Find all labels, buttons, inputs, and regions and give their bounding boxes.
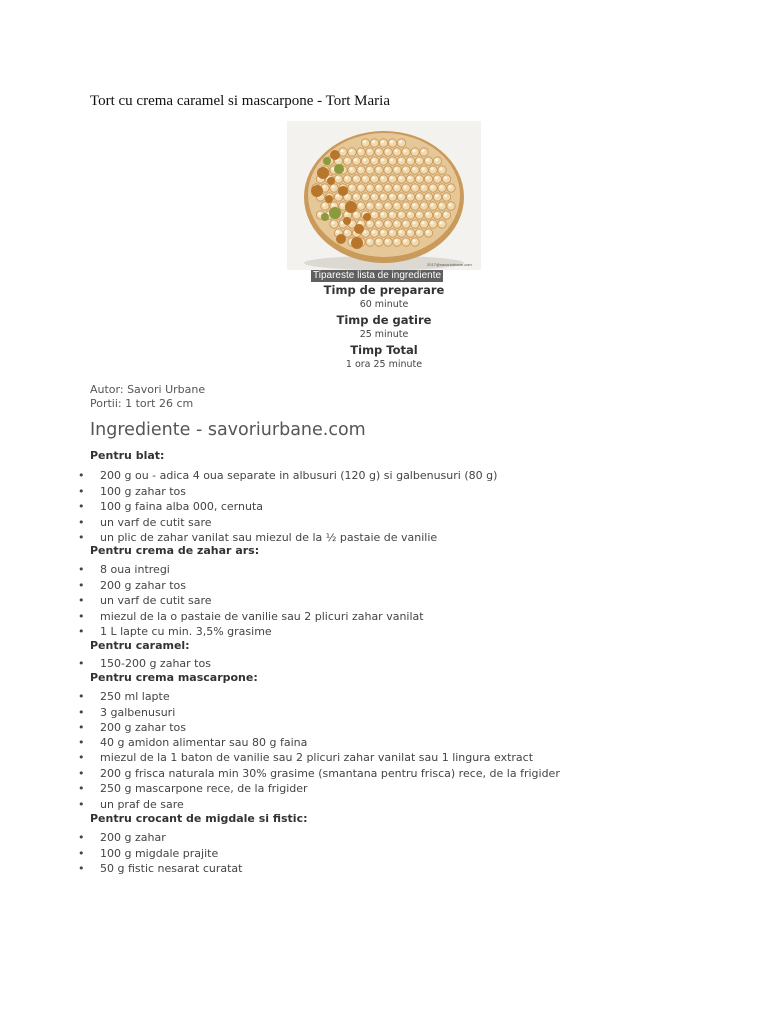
section-title-crocant: Pentru crocant de migdale si fistic:: [90, 812, 308, 825]
cream-highlight: [408, 212, 411, 215]
cream-highlight: [426, 176, 429, 179]
bullet-icon: •: [78, 847, 85, 860]
cream-highlight: [390, 176, 393, 179]
cream-highlight: [417, 176, 420, 179]
cream-highlight: [349, 167, 352, 170]
time-total-label: Timp Total: [350, 343, 418, 357]
cream-highlight: [385, 239, 388, 242]
crocant-piece: [325, 195, 333, 203]
cream-highlight: [390, 212, 393, 215]
cream-highlight: [385, 185, 388, 188]
cream-highlight: [381, 212, 384, 215]
cream-highlight: [412, 239, 415, 242]
list-item: • 3 galbenusuri: [78, 706, 176, 719]
cream-highlight: [403, 203, 406, 206]
cream-highlight: [444, 176, 447, 179]
ingredients-title: Ingrediente - savoriurbane.com: [90, 420, 366, 440]
cream-highlight: [385, 203, 388, 206]
cream-highlight: [349, 149, 352, 152]
servings: Portii: 1 tort 26 cm: [90, 397, 194, 410]
cream-highlight: [417, 212, 420, 215]
cream-highlight: [403, 221, 406, 224]
list-item: • 200 g ou - adica 4 oua separate in albusuri (120 g) si galbenusuri (80 g): [78, 469, 498, 482]
crocant-piece: [323, 157, 331, 165]
cream-highlight: [358, 149, 361, 152]
cream-highlight: [363, 194, 366, 197]
cream-highlight: [354, 194, 357, 197]
cream-highlight: [394, 239, 397, 242]
cream-highlight: [430, 185, 433, 188]
bullet-icon: •: [78, 485, 85, 498]
bullet-icon: •: [78, 657, 85, 670]
cream-highlight: [381, 230, 384, 233]
cream-highlight: [403, 167, 406, 170]
cream-highlight: [345, 230, 348, 233]
bullet-icon: •: [78, 579, 85, 592]
bullet-icon: •: [78, 625, 85, 638]
cream-highlight: [345, 212, 348, 215]
cream-highlight: [367, 239, 370, 242]
list-item: • 250 ml lapte: [78, 690, 170, 703]
cream-highlight: [412, 185, 415, 188]
bullet-icon: •: [78, 500, 85, 513]
cream-highlight: [376, 185, 379, 188]
list-item: • miezul de la 1 baton de vanilie sau 2 plicuri zahar vanilat sau 1 lingura extract: [78, 751, 534, 764]
cream-highlight: [376, 221, 379, 224]
list-item: • 40 g amidon alimentar sau 80 g faina: [78, 736, 308, 749]
cream-highlight: [331, 185, 334, 188]
bullet-icon: •: [78, 531, 85, 544]
cream-highlight: [322, 203, 325, 206]
cream-highlight: [345, 158, 348, 161]
bullet-icon: •: [78, 706, 85, 719]
cream-highlight: [439, 167, 442, 170]
cream-highlight: [430, 221, 433, 224]
crocant-piece: [336, 234, 346, 244]
cream-highlight: [399, 158, 402, 161]
cream-highlight: [336, 230, 339, 233]
crocant-piece: [330, 150, 340, 160]
section-title-crema-zahar-ars: Pentru crema de zahar ars:: [90, 544, 260, 557]
list-item: • un plic de zahar vanilat sau miezul de la ½ pastaie de vanilie: [78, 531, 438, 544]
crocant-piece: [345, 201, 357, 213]
photo-credit: 2017@savoriurbane.com: [427, 262, 472, 267]
bullet-icon: •: [78, 831, 85, 844]
list-item: • un varf de cutit sare: [78, 516, 212, 529]
list-item: • 8 oua intregi: [78, 563, 170, 576]
cream-highlight: [426, 158, 429, 161]
cream-highlight: [412, 149, 415, 152]
cream-highlight: [390, 230, 393, 233]
crocant-piece: [317, 167, 329, 179]
cream-highlight: [448, 185, 451, 188]
recipe-title: Tort cu crema caramel si mascarpone - Tort Maria: [90, 93, 390, 109]
cream-highlight: [399, 140, 402, 143]
cream-highlight: [381, 194, 384, 197]
cream-highlight: [331, 221, 334, 224]
cream-highlight: [372, 230, 375, 233]
cream-highlight: [421, 203, 424, 206]
cream-highlight: [363, 158, 366, 161]
bullet-icon: •: [78, 610, 85, 623]
cream-highlight: [435, 158, 438, 161]
cream-highlight: [336, 194, 339, 197]
cream-highlight: [363, 176, 366, 179]
cream-highlight: [367, 203, 370, 206]
crocant-piece: [338, 186, 348, 196]
cream-highlight: [399, 230, 402, 233]
crocant-piece: [329, 207, 341, 219]
cream-highlight: [322, 185, 325, 188]
cream-highlight: [408, 230, 411, 233]
crocant-piece: [321, 213, 329, 221]
time-total: [284, 343, 484, 370]
bullet-icon: •: [78, 690, 85, 703]
cream-highlight: [408, 158, 411, 161]
cream-highlight: [358, 185, 361, 188]
cream-highlight: [403, 149, 406, 152]
cream-highlight: [394, 167, 397, 170]
cream-highlight: [426, 194, 429, 197]
time-prep: [284, 283, 484, 310]
bullet-icon: •: [78, 516, 85, 529]
cream-highlight: [439, 221, 442, 224]
cream-highlight: [385, 167, 388, 170]
cream-highlight: [421, 149, 424, 152]
cream-highlight: [408, 194, 411, 197]
list-item: • 200 g zahar tos: [78, 721, 186, 734]
time-prep-label: Timp de preparare: [323, 283, 445, 297]
cream-highlight: [417, 230, 420, 233]
cream-highlight: [435, 194, 438, 197]
cream-highlight: [372, 176, 375, 179]
cream-highlight: [376, 167, 379, 170]
crocant-piece: [351, 237, 363, 249]
list-item: • 200 g frisca naturala min 30% grasime (smantana pentru frisca) rece, de la frigider: [78, 767, 560, 780]
cream-highlight: [385, 221, 388, 224]
cream-highlight: [394, 203, 397, 206]
bullet-icon: •: [78, 862, 85, 875]
cream-highlight: [372, 158, 375, 161]
cream-highlight: [354, 212, 357, 215]
section-title-caramel: Pentru caramel:: [90, 639, 190, 652]
list-item: • 200 g zahar tos: [78, 579, 186, 592]
cream-highlight: [435, 176, 438, 179]
cream-highlight: [376, 149, 379, 152]
cream-highlight: [358, 203, 361, 206]
cream-highlight: [421, 167, 424, 170]
crocant-piece: [354, 224, 364, 234]
cream-highlight: [381, 158, 384, 161]
author: Autor: Savori Urbane: [90, 383, 206, 396]
cream-highlight: [363, 140, 366, 143]
cream-highlight: [435, 212, 438, 215]
time-prep-value: 60 minute: [359, 299, 409, 310]
cream-highlight: [367, 185, 370, 188]
list-item: • un praf de sare: [78, 798, 184, 811]
time-cook: [284, 313, 484, 340]
cream-highlight: [385, 149, 388, 152]
bullet-icon: •: [78, 721, 85, 734]
cream-highlight: [412, 167, 415, 170]
cream-highlight: [381, 176, 384, 179]
list-item: • 100 g zahar tos: [78, 485, 186, 498]
cream-highlight: [367, 167, 370, 170]
cream-highlight: [399, 212, 402, 215]
cake-photo: [287, 121, 481, 270]
cream-highlight: [340, 203, 343, 206]
cream-highlight: [349, 185, 352, 188]
list-item: • 50 g fistic nesarat curatat: [78, 862, 243, 875]
cream-highlight: [358, 167, 361, 170]
cream-highlight: [403, 239, 406, 242]
cream-highlight: [399, 194, 402, 197]
cream-highlight: [439, 203, 442, 206]
time-cook-label: Timp de gatire: [336, 313, 432, 327]
crocant-piece: [334, 164, 344, 174]
cream-highlight: [358, 221, 361, 224]
bullet-icon: •: [78, 782, 85, 795]
cream-highlight: [372, 212, 375, 215]
cream-highlight: [367, 149, 370, 152]
cream-highlight: [390, 140, 393, 143]
cream-highlight: [408, 176, 411, 179]
crocant-piece: [363, 213, 371, 221]
cream-highlight: [439, 185, 442, 188]
list-item: • 250 g mascarpone rece, de la frigider: [78, 782, 308, 795]
cream-highlight: [417, 194, 420, 197]
cream-highlight: [381, 140, 384, 143]
print-ingredients-button[interactable]: Tipareste lista de ingrediente: [313, 270, 442, 281]
cream-highlight: [430, 167, 433, 170]
bullet-icon: •: [78, 469, 85, 482]
cream-highlight: [426, 230, 429, 233]
bullet-icon: •: [78, 563, 85, 576]
cream-highlight: [376, 239, 379, 242]
list-item: • 100 g migdale prajite: [78, 847, 219, 860]
crocant-piece: [327, 177, 335, 185]
cream-highlight: [372, 140, 375, 143]
cream-highlight: [394, 149, 397, 152]
cream-highlight: [390, 158, 393, 161]
cream-highlight: [448, 203, 451, 206]
cream-highlight: [376, 203, 379, 206]
cream-highlight: [372, 194, 375, 197]
cream-highlight: [412, 221, 415, 224]
cream-highlight: [426, 212, 429, 215]
section-title-blat: Pentru blat:: [90, 449, 165, 462]
cream-highlight: [394, 221, 397, 224]
list-item: • miezul de la o pastaie de vanilie sau 2 plicuri zahar vanilat: [78, 610, 424, 623]
cream-highlight: [417, 158, 420, 161]
recipe-meta: [90, 383, 205, 411]
crocant-piece: [343, 217, 351, 225]
cream-highlight: [421, 185, 424, 188]
bullet-icon: •: [78, 751, 85, 764]
cream-highlight: [444, 194, 447, 197]
section-title-crema-mascarpone: Pentru crema mascarpone:: [90, 671, 258, 684]
list-item: • 100 g faina alba 000, cernuta: [78, 500, 263, 513]
bullet-icon: •: [78, 594, 85, 607]
cream-highlight: [444, 212, 447, 215]
cream-highlight: [403, 185, 406, 188]
crocant-piece: [311, 185, 323, 197]
time-cook-value: 25 minute: [359, 329, 409, 340]
bullet-icon: •: [78, 798, 85, 811]
list-item: • 150-200 g zahar tos: [78, 657, 211, 670]
cream-highlight: [354, 176, 357, 179]
cream-highlight: [394, 185, 397, 188]
bullet-icon: •: [78, 767, 85, 780]
cream-highlight: [354, 158, 357, 161]
bullet-icon: •: [78, 736, 85, 749]
time-total-value: 1 ora 25 minute: [345, 359, 423, 370]
cream-highlight: [336, 176, 339, 179]
cream-highlight: [390, 194, 393, 197]
cream-highlight: [331, 203, 334, 206]
list-item: • 1 L lapte cu min. 3,5% grasime: [78, 625, 272, 638]
cream-highlight: [340, 149, 343, 152]
cream-highlight: [367, 221, 370, 224]
cream-highlight: [399, 176, 402, 179]
cream-highlight: [412, 203, 415, 206]
cream-highlight: [345, 176, 348, 179]
cream-highlight: [430, 203, 433, 206]
list-item: • un varf de cutit sare: [78, 594, 212, 607]
cream-highlight: [421, 221, 424, 224]
list-item: • 200 g zahar: [78, 831, 166, 844]
cream-highlight: [318, 212, 321, 215]
